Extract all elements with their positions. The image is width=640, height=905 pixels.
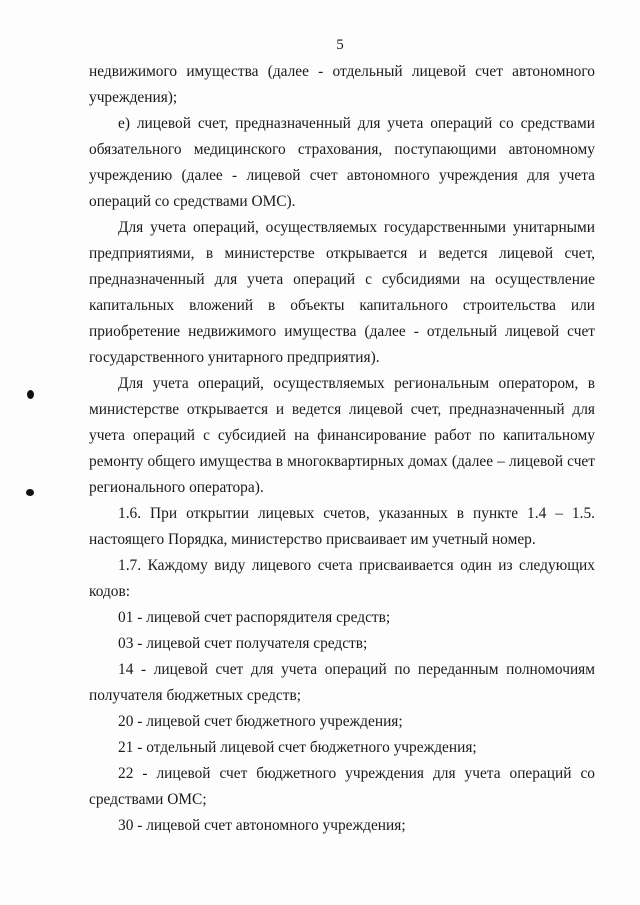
text-line: 1.6. При открытии лицевых счетов, указанных в пункте 1.4 – 1.5. [118, 505, 595, 522]
punch-hole-mark [27, 390, 34, 399]
text-line: 30 - лицевой счет автономного учреждения; [118, 817, 406, 834]
page-number: 5 [336, 37, 344, 53]
text-line: капитальных вложений в объекты капитального строительства или [89, 297, 595, 314]
text-line: е) лицевой счет, предназначенный для учета операций со средствами [118, 115, 595, 132]
text-line: недвижимого имущества (далее - отдельный лицевой счет автономного [89, 63, 595, 80]
text-line: ремонту общего имущества в многоквартирных домах (далее – лицевой счет [89, 453, 595, 470]
text-line: приобретение недвижимого имущества (далее - отдельный лицевой счет [89, 323, 595, 340]
text-line: министерстве открывается и ведется лицевой счет, предназначенный для [89, 401, 595, 418]
text-line: кодов: [89, 583, 131, 600]
text-line: обязательного медицинского страхования, поступающими автономному [89, 141, 595, 158]
text-line: Для учета операций, осуществляемых государственными унитарными [118, 219, 595, 236]
text-line: учреждению (далее - лицевой счет автономного учреждения для учета [89, 167, 595, 184]
text-line: средствами ОМС; [89, 791, 207, 808]
text-line: предприятиями, в министерстве открывается и ведется лицевой счет, [89, 245, 595, 262]
text-line: учреждения); [89, 89, 178, 106]
text-line: предназначенный для учета операций с субсидиями на осуществление [89, 271, 595, 288]
text-line: 20 - лицевой счет бюджетного учреждения; [118, 713, 403, 730]
text-line: государственного унитарного предприятия). [89, 349, 380, 366]
text-line: 03 - лицевой счет получателя средств; [118, 635, 368, 652]
text-line: 01 - лицевой счет распорядителя средств; [118, 609, 391, 626]
text-line: 21 - отдельный лицевой счет бюджетного учреждения; [118, 739, 477, 756]
text-line: 22 - лицевой счет бюджетного учреждения для учета операций со [118, 765, 595, 782]
text-line: настоящего Порядка, министерство присваивает им учетный номер. [89, 531, 536, 548]
text-line: 14 - лицевой счет для учета операций по переданным полномочиям [118, 661, 595, 678]
text-line: регионального оператора). [89, 479, 264, 496]
text-line: 1.7. Каждому виду лицевого счета присваивается один из следующих [118, 557, 595, 574]
text-line: операций со средствами ОМС). [89, 193, 296, 210]
text-line: Для учета операций, осуществляемых региональным оператором, в [118, 375, 595, 392]
punch-hole-mark [26, 489, 34, 496]
text-line: получателя бюджетных средств; [89, 687, 302, 704]
text-line: учета операций с субсидией на финансирование работ по капитальному [89, 427, 595, 444]
